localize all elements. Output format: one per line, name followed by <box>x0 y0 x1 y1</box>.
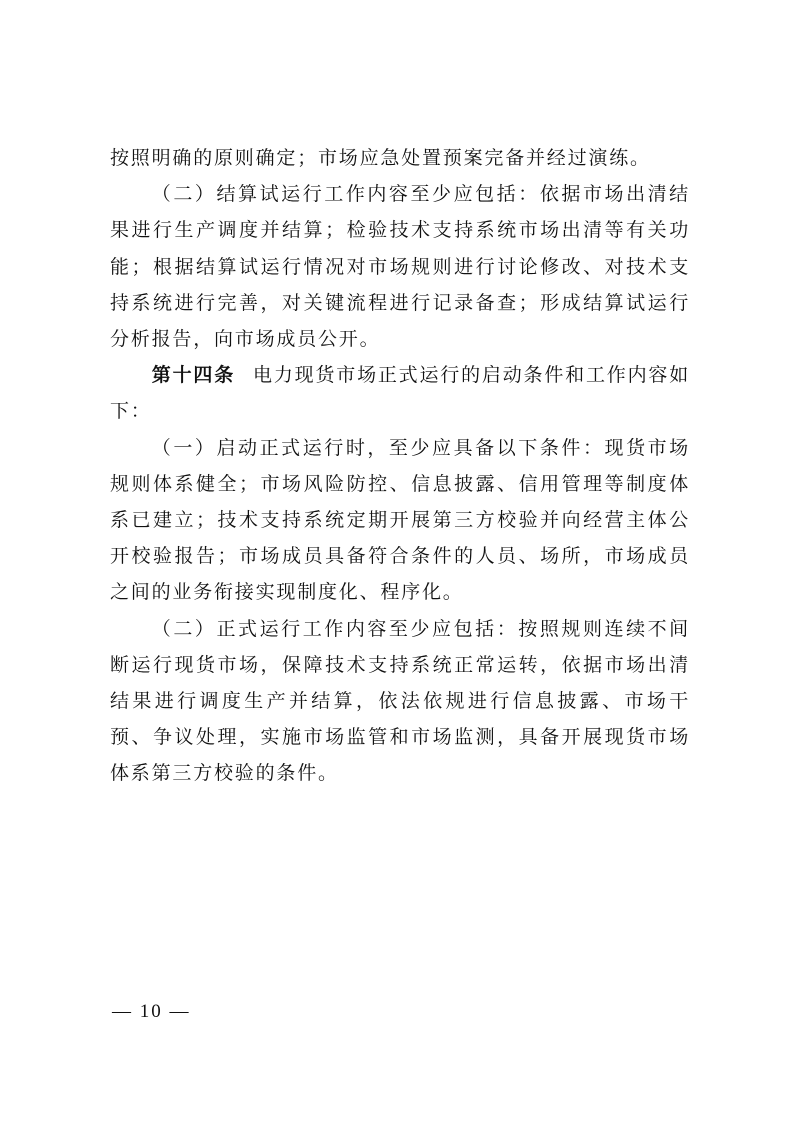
paragraph-article-14 <box>110 357 690 429</box>
article-number: 第十四条 <box>151 364 236 387</box>
article-text: 电力现货市场正式运行的启动条件和工作内容如下： <box>110 364 690 423</box>
page-number: — 10 — <box>112 1001 191 1022</box>
document-body <box>110 140 690 792</box>
paragraph-formal-operation: （二）正式运行工作内容至少应包括：按照规则连续不间断运行现货市场，保障技术支持系统正常运转，依据市场出清结果进行调度生产并结算，依法依规进行信息披露、市场干预、争议处理，实施市场监管和市场监测，具备开展现货市场体系第三方校验的条件。 <box>110 617 690 785</box>
paragraph-settlement-trial: （二）结算试运行工作内容至少应包括：依据市场出清结果进行生产调度并结算；检验技术支持系统市场出清等有关功能；根据结算试运行情况对市场规则进行讨论修改、对技术支持系统进行完善，对关键流程进行记录备查；形成结算试运行分析报告，向市场成员公开。 <box>110 183 690 351</box>
paragraph-continuation: 按照明确的原则确定；市场应急处置预案完备并经过演练。 <box>110 147 651 169</box>
paragraph-startup-conditions: （一）启动正式运行时，至少应具备以下条件：现货市场规则体系健全；市场风险防控、信息披露、信用管理等制度体系已建立；技术支持系统定期开展第三方校验并向经营主体公开校验报告；市场成员具备符合条件的人员、场所，市场成员之间的业务衔接实现制度化、程序化。 <box>110 436 690 604</box>
